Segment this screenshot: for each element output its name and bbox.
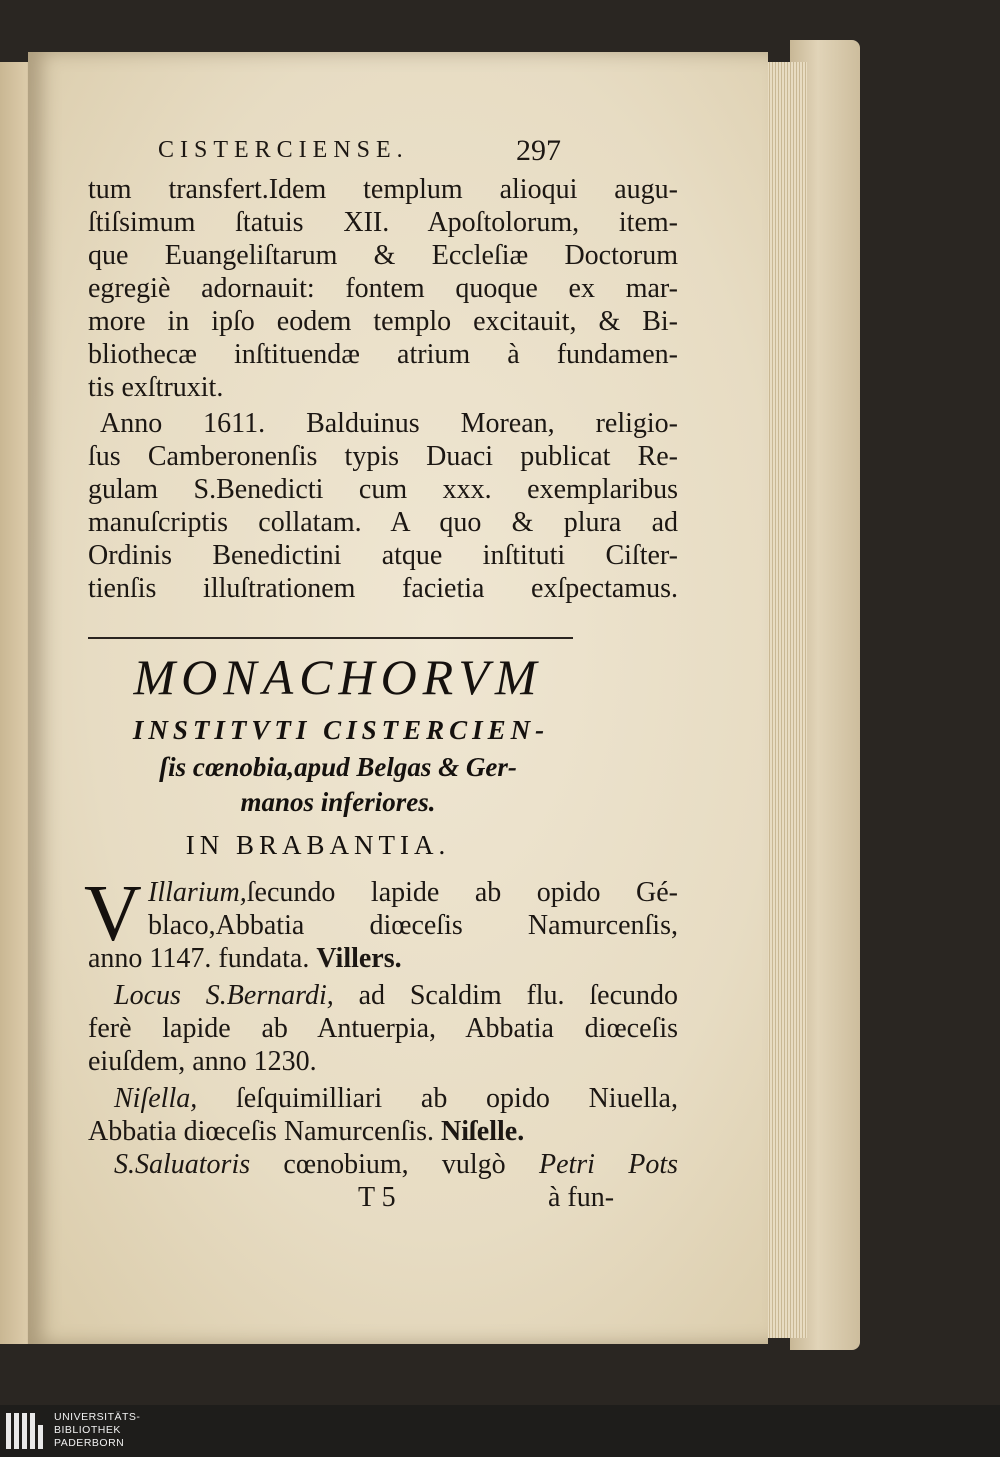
text-line: ſus Camberonenſis typis Duaci publicat Re-	[88, 441, 678, 472]
running-head: CISTERCIENSE.	[158, 137, 409, 163]
text-line	[114, 980, 678, 1012]
place-name: Illarium,	[148, 877, 247, 908]
text-run: ad Scaldim flu. ſecundo	[358, 980, 678, 1011]
text-line	[148, 877, 678, 909]
drop-cap: V	[84, 870, 142, 958]
page-number: 297	[516, 134, 561, 167]
text-line	[88, 1116, 678, 1148]
place-name: S.Saluatoris	[114, 1149, 251, 1180]
library-name-line: BIBLIOTHEK	[54, 1424, 121, 1436]
text-line: bliothecæ inſtituendæ atrium à fundamen-	[88, 339, 678, 370]
text-run: anno 1147. fundata.	[88, 943, 310, 974]
text-line: ſtiſsimum ſtatuis XII. Apoſtolorum, item-	[88, 207, 678, 238]
page-foot	[88, 1182, 678, 1214]
text-line: tis exſtruxit.	[88, 372, 224, 403]
book-page	[28, 52, 768, 1344]
section-rule	[88, 637, 573, 639]
text-line	[114, 1083, 678, 1115]
section-title-line: manos inferiores.	[240, 787, 436, 817]
text-line: ferè lapide ab Antuerpia, Abbatia diœceſis	[88, 1013, 678, 1044]
library-name	[54, 1411, 140, 1450]
place-name: Niſella,	[114, 1083, 198, 1114]
text-line: blaco,Abbatia diœceſis Namurcenſis,	[148, 910, 678, 941]
subheading: IN BRABANTIA.	[185, 830, 451, 860]
place-name: Locus S.Bernardi,	[114, 980, 334, 1011]
section-title: MONACHORVM	[133, 649, 543, 705]
library-footer	[0, 1405, 1000, 1457]
section-title-line: ſis cœnobia,apud Belgas & Ger-	[159, 752, 517, 782]
text-run: cœnobium, vulgò	[283, 1149, 506, 1180]
text-line: manuſcriptis collatam. A quo & plura ad	[88, 507, 678, 538]
text-line: Ordinis Benedictini atque inſtituti Ciſter-	[88, 540, 678, 571]
text-line: eiuſdem, anno 1230.	[88, 1046, 317, 1077]
library-name-line: UNIVERSITÄTS-	[54, 1411, 141, 1423]
signature-mark: T 5	[358, 1182, 396, 1213]
text-line	[88, 943, 678, 975]
section-title-line: INSTITVTI CISTERCIEN-	[132, 715, 550, 745]
text-line: gulam S.Benedicti cum xxx. exemplaribus	[88, 474, 678, 505]
text-run: ſeſquimilliari ab opido Niuella,	[235, 1083, 678, 1114]
text-line: more in ipſo eodem templo excitauit, & Bi-	[88, 306, 678, 337]
library-logo-icon	[6, 1413, 46, 1449]
text-line: Anno 1611. Balduinus Morean, religio-	[100, 408, 678, 439]
vernacular-name: Villers.	[316, 943, 402, 974]
vernacular-name: Niſelle.	[441, 1116, 525, 1147]
vernacular-name: Petri Pots	[538, 1149, 679, 1180]
catchword: à fun-	[548, 1182, 615, 1213]
text-run: ſecundo lapide ab opido Gé-	[246, 877, 678, 908]
text-line: egregiè adornauit: fontem quoque ex mar-	[88, 273, 678, 304]
text-line: que Euangeliſtarum & Eccleſiæ Doctorum	[88, 240, 678, 271]
text-run: Abbatia diœceſis Namurcenſis.	[88, 1116, 435, 1147]
text-line: tum transfert.Idem templum alioqui augu-	[88, 174, 678, 205]
text-line	[114, 1149, 678, 1181]
library-name-line: PADERBORN	[54, 1437, 125, 1449]
text-line: tienſis illuſtrationem facietia exſpectamus.	[88, 573, 678, 604]
